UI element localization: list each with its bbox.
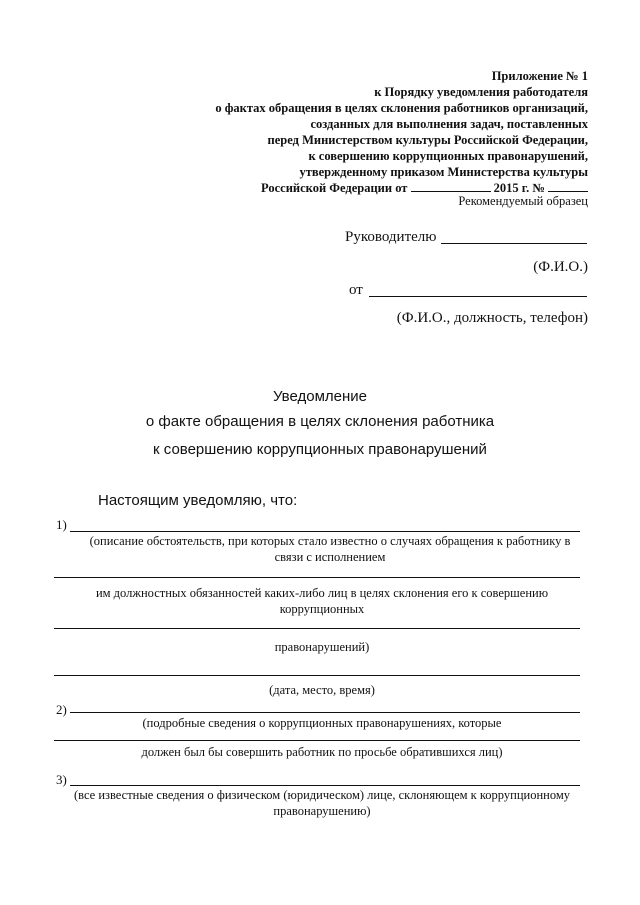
- order-date-label: Российской Федерации от: [261, 181, 408, 195]
- caption-text: им должностных обязанностей каких-либо лиц в целях склонения его к совершению: [95, 586, 549, 600]
- appendix-number: Приложение № 1: [491, 69, 588, 83]
- addressee-caption: (Ф.И.О.): [533, 259, 588, 275]
- fill-line: [70, 531, 580, 532]
- sender-line: [369, 296, 587, 297]
- fill-line: [54, 675, 580, 676]
- caption-text: связи с исполнением: [274, 549, 386, 564]
- caption-text: коррупционных: [279, 601, 365, 616]
- recommended-sample-label: Рекомендуемый образец: [458, 194, 588, 208]
- fill-line: [70, 712, 580, 713]
- addressee-label: Руководителю: [345, 229, 437, 245]
- order-number-blank: [548, 180, 588, 192]
- fill-line: [70, 785, 580, 786]
- order-date-line: [261, 180, 588, 195]
- field-caption: [54, 788, 590, 819]
- field-caption: [70, 534, 590, 565]
- item-number: 3): [56, 772, 67, 787]
- order-number-label: 2015 г. №: [493, 181, 545, 195]
- caption-text: (описание обстоятельств, при которых стало известно о случаях обращения к работнику в: [89, 534, 571, 548]
- fill-line: [54, 628, 580, 629]
- header-line: перед Министерством культуры Российской Федерации,: [267, 133, 588, 147]
- field-caption: [54, 586, 590, 617]
- caption-text: (все известные сведения о физическом (юридическом) лице, склоняющем к коррупционному: [73, 788, 571, 802]
- field-caption: должен был бы совершить работник по просьбе обратившихся лиц): [141, 745, 503, 759]
- header-line: утвержденному приказом Министерства культуры: [299, 165, 588, 179]
- header-line: к Порядку уведомления работодателя: [374, 85, 588, 99]
- field-caption: (дата, место, время): [269, 683, 375, 697]
- caption-text: правонарушению): [273, 803, 371, 818]
- item-number: 2): [56, 702, 67, 717]
- order-date-blank: [411, 180, 491, 192]
- item-number: 1): [56, 517, 67, 532]
- header-line: созданных для выполнения задач, поставленных: [310, 117, 588, 131]
- field-caption: правонарушений): [274, 640, 370, 654]
- addressee-name-line: [441, 243, 587, 244]
- field-caption: (подробные сведения о коррупционных правонарушениях, которые: [142, 716, 502, 730]
- sender-caption: (Ф.И.О., должность, телефон): [396, 310, 588, 326]
- document-subtitle: к совершению коррупционных правонарушений: [153, 441, 487, 458]
- intro-text: Настоящим уведомляю, что:: [98, 492, 298, 509]
- header-line: о фактах обращения в целях склонения работников организаций,: [215, 101, 588, 115]
- fill-line: [54, 577, 580, 578]
- document-title: Уведомление: [272, 388, 367, 405]
- fill-line: [54, 740, 580, 741]
- header-line: к совершению коррупционных правонарушений,: [308, 149, 588, 163]
- sender-label: от: [349, 282, 363, 298]
- document-subtitle: о факте обращения в целях склонения работника: [145, 413, 495, 430]
